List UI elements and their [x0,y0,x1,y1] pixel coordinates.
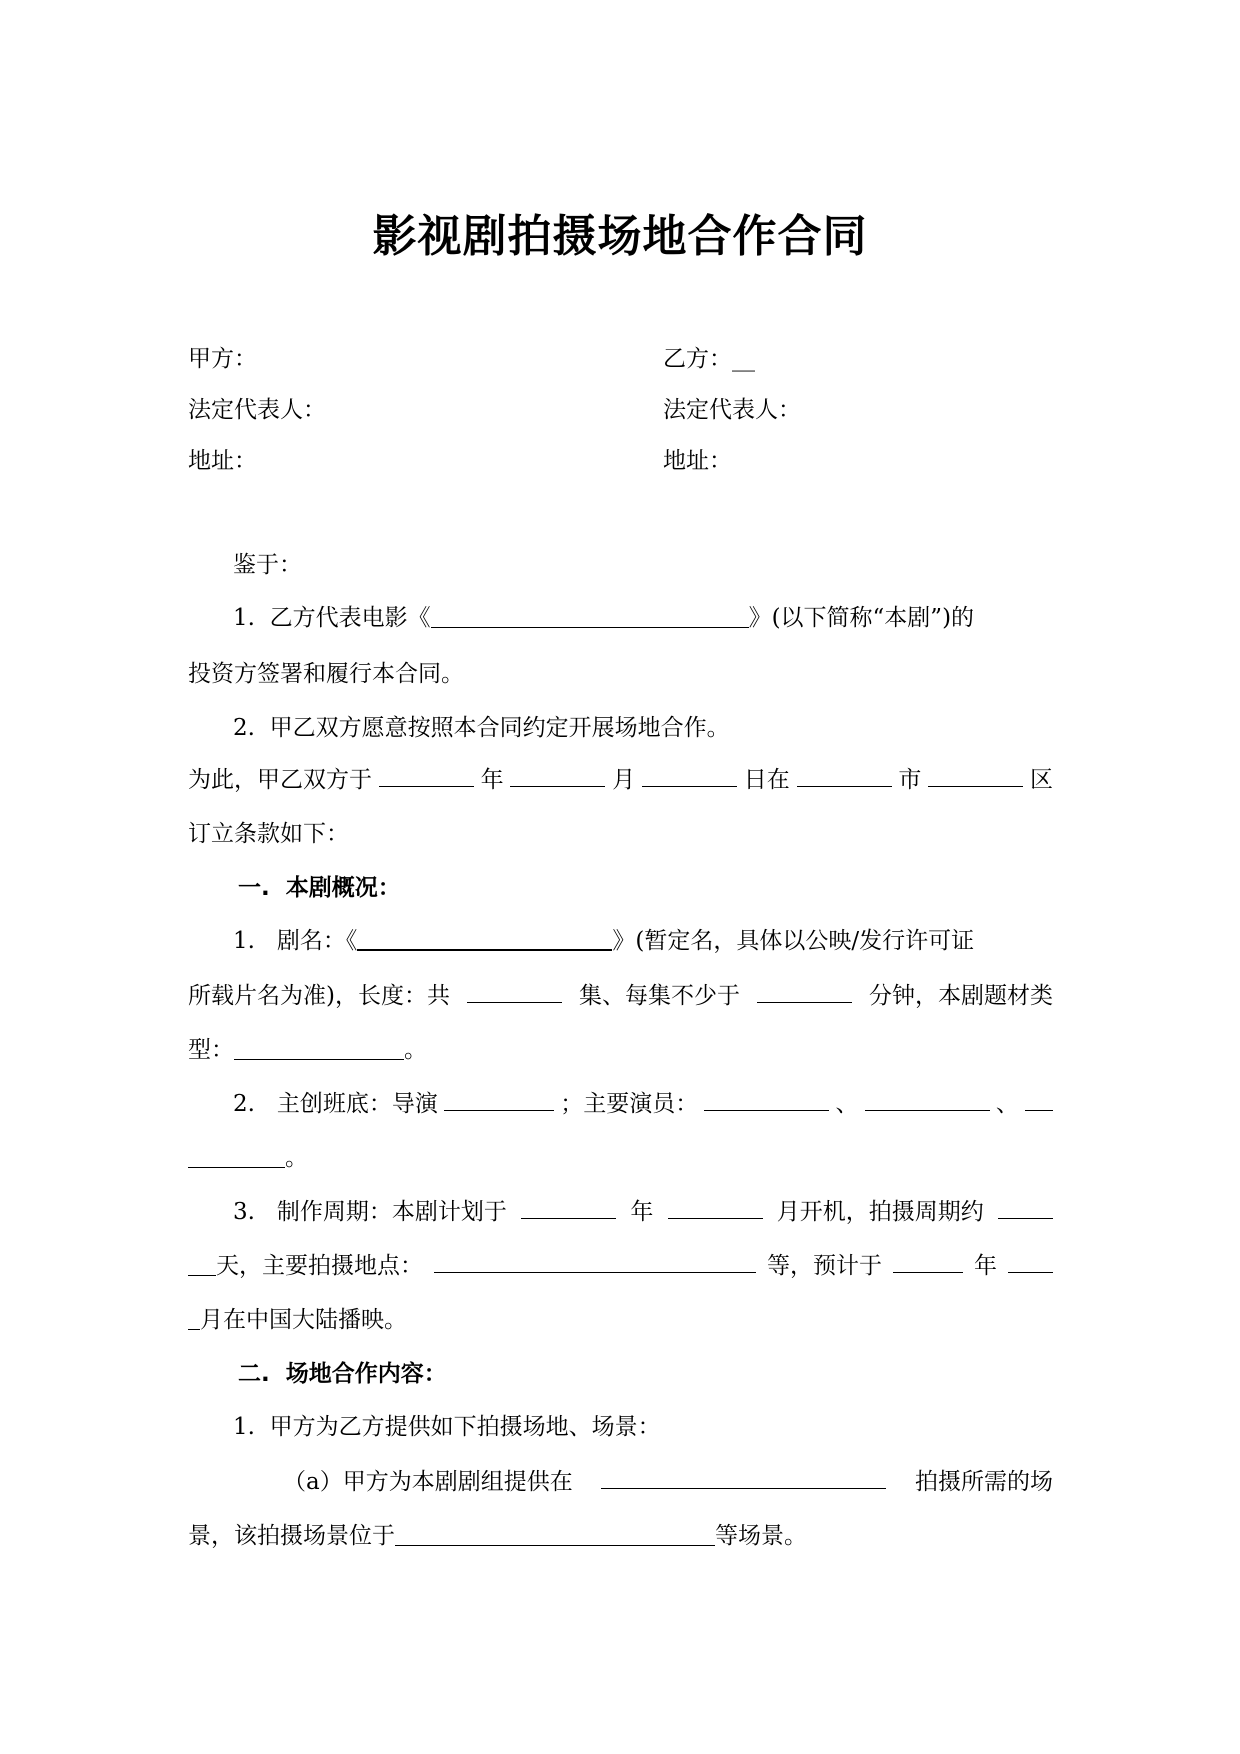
drama-name-blank [357,927,612,951]
release-month-blank-start [1008,1250,1053,1273]
section-2-heading: 二. 场地合作内容： [238,1361,447,1387]
s1-item3-line2 [188,1250,1053,1282]
party-a-label: 甲方： [188,346,257,372]
episode-count-blank [467,980,562,1003]
party-b-line [663,343,755,375]
actor-3-blank-end [188,1145,285,1168]
s2-item-a-text-d: 等场景。 [715,1523,807,1549]
party-b-rep: 法定代表人： [663,397,801,423]
s1-item2-line2 [188,1142,308,1174]
location-blank [434,1250,756,1273]
signing-line [188,764,1053,796]
s2-item-a-line1 [283,1466,1053,1498]
section-1-heading: 一. 本剧概况： [238,875,401,901]
s2-item-a-line2 [188,1520,807,1552]
signing-district: 区 [1029,767,1053,793]
recital-1-text-b: 》(以下简称“本剧”)的 [748,605,975,631]
party-a-address: 地址： [188,448,257,474]
signing-city: 市 [898,767,922,793]
signing-city-blank [797,764,892,787]
s1-item1-text-f: 型： [188,1037,234,1063]
s2-item1: 1. 甲方为乙方提供如下拍摄场地、场景： [233,1414,661,1440]
start-year-blank [521,1196,616,1219]
s1-item2-sep2: 、 [995,1091,1019,1117]
s1-item1-text-e: 分钟，本剧题材类 [868,983,1053,1009]
signing-month: 月 [612,767,636,793]
s1-item1-text-b: 》(暂定名，具体以公映/发行许可证 [612,928,975,954]
signing-day: 日在 [743,767,790,793]
shoot-days-blank-end [188,1253,216,1276]
s1-item3-text-c: 天，主要拍摄地点： [216,1253,423,1279]
release-month-blank-end [188,1307,200,1330]
s1-item3-text-b: 月开机，拍摄周期约 [776,1199,984,1225]
signing-text-a: 为此，甲乙双方于 [188,767,372,793]
s1-item1-line3 [188,1034,427,1066]
scene-location-blank [395,1523,715,1546]
start-month-blank [668,1196,763,1219]
s1-item1-text-a: 1. 剧名：《 [233,928,358,954]
signing-year: 年 [480,767,504,793]
recital-1-text-a: 1. 乙方代表电影《 [233,605,431,631]
party-b-blank: __ [732,346,755,372]
party-a-rep: 法定代表人： [188,397,326,423]
recital-1-line2: 投资方签署和履行本合同。 [188,661,464,687]
s1-item3-line1 [233,1196,1053,1228]
signing-month-blank [510,764,605,787]
s1-item1-line1 [233,925,1053,957]
s1-item2-sep1: 、 [835,1091,859,1117]
signing-line2: 订立条款如下： [188,821,349,847]
director-blank [444,1088,554,1111]
s1-item3-year2: 年 [974,1253,997,1279]
s1-item2-text-c: 。 [285,1145,308,1171]
s1-item3-year: 年 [630,1199,654,1225]
actor-1-blank [704,1088,829,1111]
s1-item2-text-b: ；主要演员： [560,1091,699,1117]
s2-item-a-text-a: （a）甲方为本剧剧组提供在 [283,1469,573,1495]
recital-2: 2. 甲乙双方愿意按照本合同约定开展场地合作。 [233,715,730,741]
recital-1-line1 [233,602,1053,634]
s1-item1-text-d: 集、每集不少于 [578,983,740,1009]
s1-item1-text-g: 。 [404,1037,427,1063]
s1-item2-text-a: 2. 主创班底：导演 [233,1091,438,1117]
signing-day-blank [642,764,737,787]
s1-item3-line3 [188,1304,407,1336]
s1-item3-text-e: 月在中国大陆播映。 [200,1307,407,1333]
actor-3-blank-start [1025,1088,1053,1111]
signing-year-blank [379,764,474,787]
venue-blank [601,1466,886,1489]
shoot-days-blank-start [998,1196,1053,1219]
s1-item1-line2 [188,980,1053,1012]
s1-item2-line1 [233,1088,1053,1120]
release-year-blank [893,1250,963,1273]
episode-minutes-blank [757,980,852,1003]
party-b-address: 地址： [663,448,732,474]
s1-item1-text-c: 所载片名为准)，长度：共 [188,983,450,1009]
s2-item-a-text-b: 拍摄所需的场 [915,1469,1053,1495]
film-name-blank [431,605,749,628]
signing-district-blank [928,764,1023,787]
document-title: 影视剧拍摄场地合作合同 [372,211,868,262]
genre-blank [234,1037,404,1060]
recitals-intro: 鉴于： [233,552,302,578]
actor-2-blank [865,1088,990,1111]
party-b-label: 乙方： [663,346,732,372]
s2-item-a-text-c: 景，该拍摄场景位于 [188,1523,395,1549]
s1-item3-text-a: 3. 制作周期：本剧计划于 [233,1199,507,1225]
s1-item3-text-d: 等，预计于 [767,1253,882,1279]
